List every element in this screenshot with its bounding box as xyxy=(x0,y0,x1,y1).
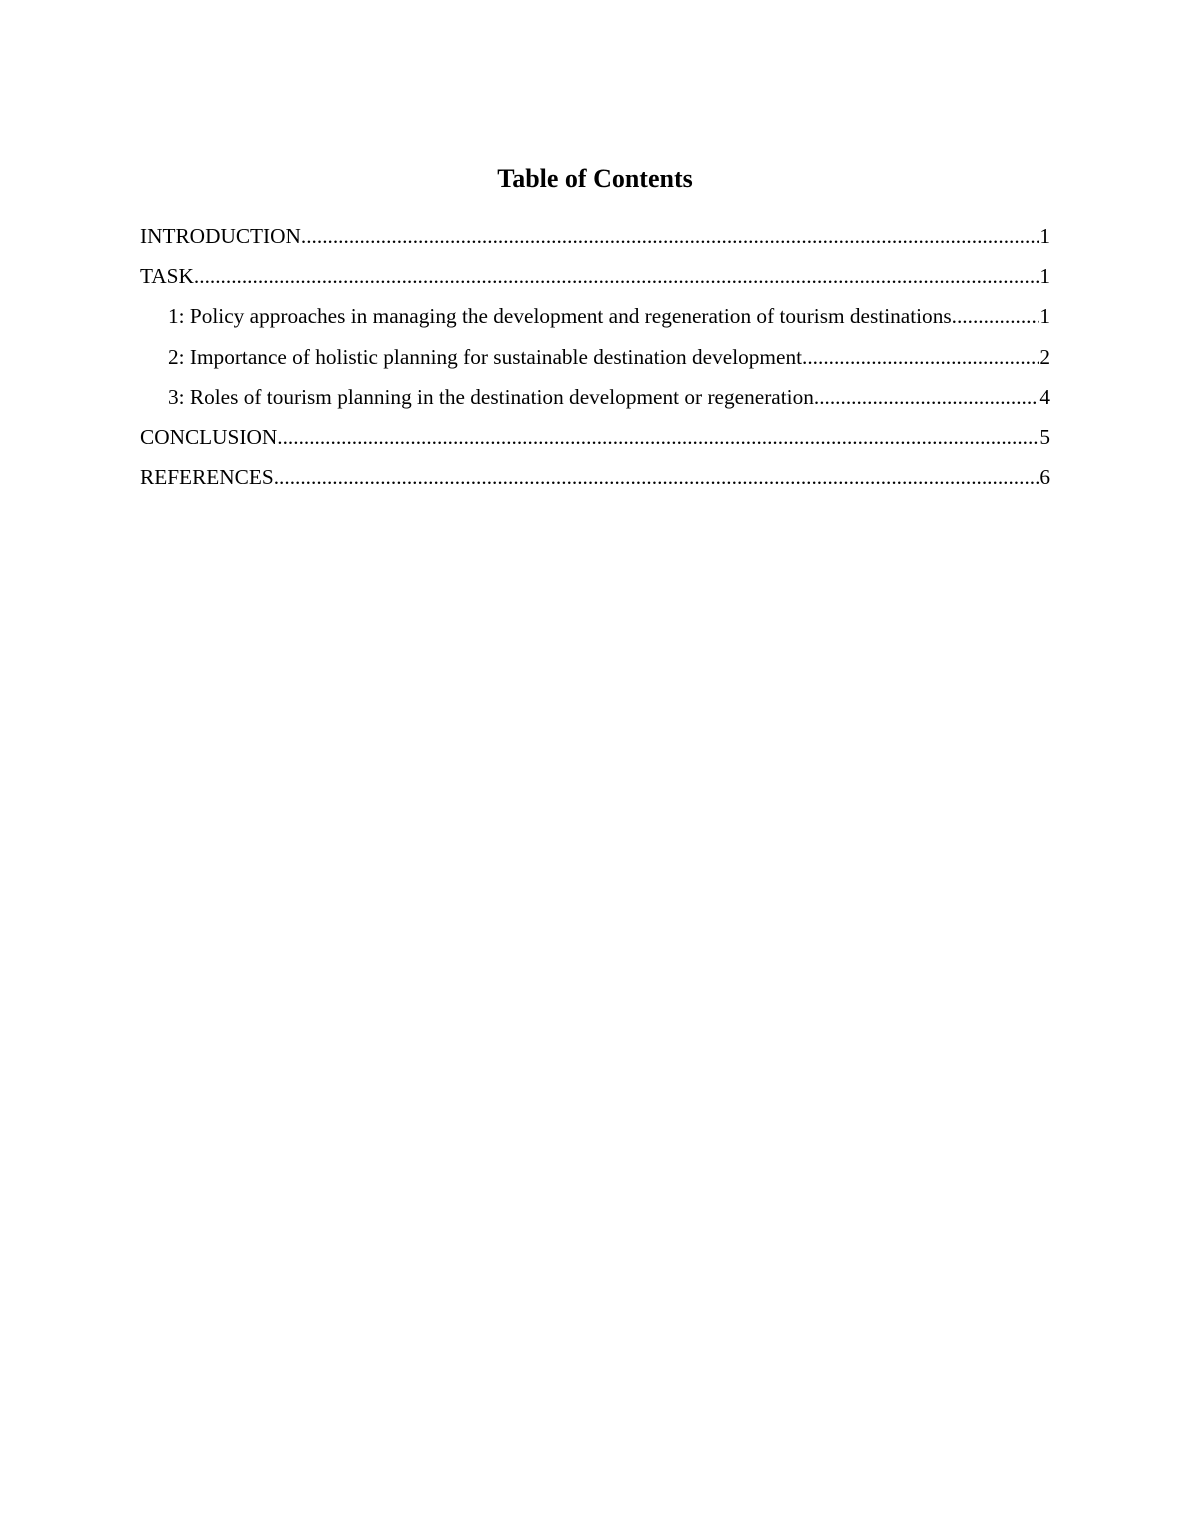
toc-page-number: 4 xyxy=(1039,384,1050,409)
toc-entry-label: 1: Policy approaches in managing the development and regeneration of tourism destinations xyxy=(168,304,952,329)
toc-entry-conclusion[interactable] xyxy=(140,421,1050,461)
toc-dot-leader xyxy=(802,341,1039,373)
toc-entry-label: CONCLUSION xyxy=(140,424,278,449)
toc-dot-leader xyxy=(277,421,1039,453)
toc-page-number: 6 xyxy=(1039,465,1050,490)
toc-entry-label: REFERENCES xyxy=(140,465,274,490)
toc-dot-leader xyxy=(194,260,1039,292)
toc-page-number: 2 xyxy=(1039,344,1050,369)
toc-entry-task[interactable] xyxy=(140,260,1050,300)
toc-page-number: 1 xyxy=(1039,304,1050,329)
toc-dot-leader xyxy=(952,300,1040,332)
toc-entry-label: TASK xyxy=(140,264,194,289)
toc-entry-roles-of-planning[interactable] xyxy=(140,381,1050,421)
toc-title: Table of Contents xyxy=(497,164,693,193)
toc-dot-leader xyxy=(301,220,1039,252)
toc-entry-label: 2: Importance of holistic planning for sustainable destination development xyxy=(168,344,803,369)
toc-dot-leader xyxy=(274,461,1040,493)
toc-entry-policy-approaches[interactable] xyxy=(140,300,1050,340)
toc-entry-introduction[interactable] xyxy=(140,220,1050,260)
toc-entry-label: INTRODUCTION xyxy=(140,224,301,248)
toc-entry-holistic-planning[interactable] xyxy=(140,341,1050,381)
toc-page-number: 1 xyxy=(1039,224,1050,248)
toc-entry-label: 3: Roles of tourism planning in the destination development or regeneration xyxy=(168,384,814,409)
toc-page-number: 5 xyxy=(1039,424,1050,449)
toc-entry-references[interactable] xyxy=(140,461,1050,501)
toc-page-number: 1 xyxy=(1039,264,1050,289)
toc-dot-leader xyxy=(814,381,1039,413)
toc-list xyxy=(140,220,1050,501)
